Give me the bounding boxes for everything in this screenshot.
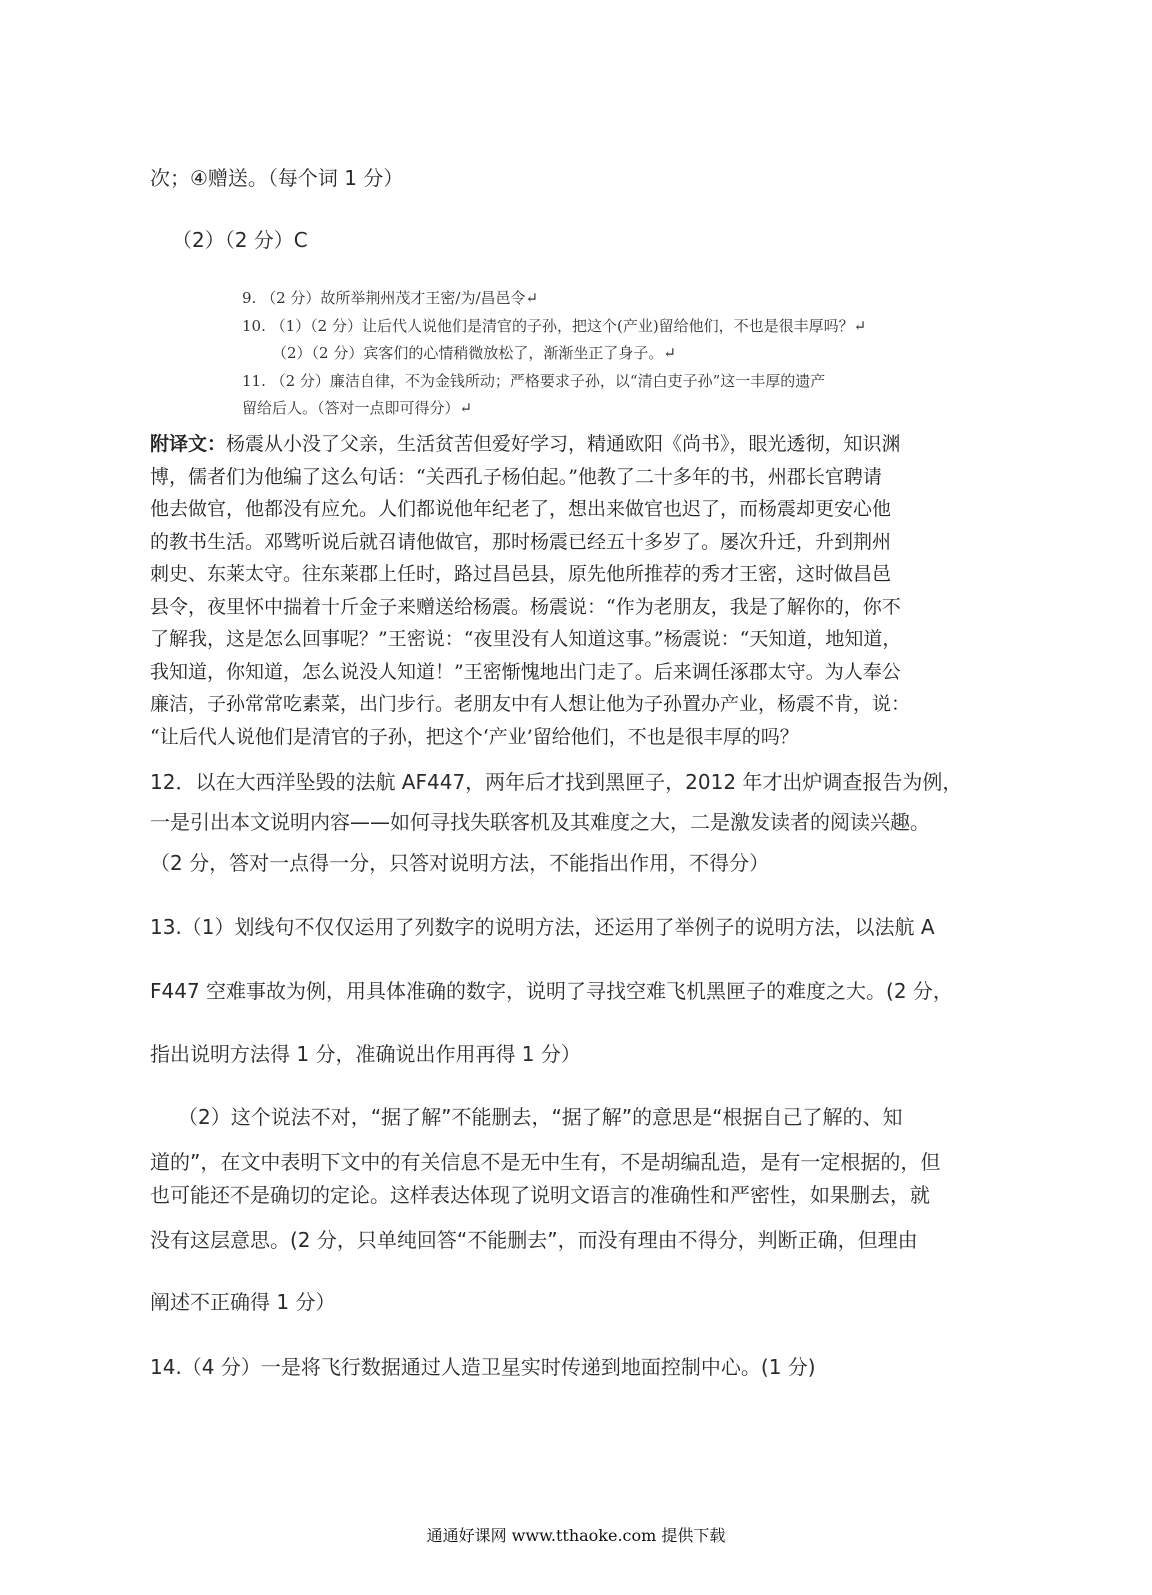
answer-line-small: 9. （2 分）故所举荆州茂才王密/为/昌邑令↵ bbox=[242, 289, 539, 307]
q13-line: 也可能还不是确切的定论。这样表达体现了说明文语言的准确性和严密性，如果删去，就 bbox=[150, 1183, 930, 1207]
q13-line: 道的”，在文中表明下文中的有关信息不是无中生有，不是胡编乱造，是有一定根据的，但 bbox=[150, 1150, 941, 1174]
q13-line: F447 空难事故为例，用具体准确的数字，说明了寻找空难飞机黑匣子的难度之大。(2 分， bbox=[150, 979, 953, 1003]
translation-line: 了解我，这是怎么回事呢？”王密说：“夜里没有人知道这事。”杨震说：“天知道，地知道， bbox=[150, 628, 902, 650]
answer-line-small: 10. （1）（2 分）让后代人说他们是清官的子孙，把这个(产业)留给他们，不也是很丰厚吗？↵ bbox=[242, 317, 867, 335]
translation-label: 附译文： bbox=[150, 433, 227, 455]
translation-line: 我知道，你知道，怎么说没人知道！”王密惭愧地出门走了。后来调任涿郡太守。为人奉公 bbox=[150, 661, 901, 683]
q12-line: 一是引出本文说明内容——如何寻找失联客机及其难度之大，二是激发读者的阅读兴趣。 bbox=[150, 810, 930, 834]
footer-source: 通通好课网 www.tthaoke.com 提供下载 bbox=[426, 1526, 726, 1545]
translation-text: 杨震从小没了父亲，生活贫苦但爱好学习，精通欧阳《尚书》，眼光透彻，知识渊 bbox=[226, 433, 901, 455]
q13-line: 没有这层意思。(2 分，只单纯回答“不能删去”，而没有理由不得分，判断正确，但理由 bbox=[150, 1228, 918, 1252]
q14-line: 14.（4 分）一是将飞行数据通过人造卫星实时传递到地面控制中心。(1 分) bbox=[150, 1355, 816, 1379]
q13-line: 指出说明方法得 1 分，准确说出作用再得 1 分） bbox=[150, 1042, 581, 1066]
answer-line: 次；④赠送。（每个词 1 分） bbox=[150, 166, 404, 190]
translation-line: 的教书生活。邓骘听说后就召请他做官，那时杨震已经五十多岁了。屡次升迁，升到荆州 bbox=[150, 531, 892, 553]
translation-line: “让后代人说他们是清官的子孙，把这个‘产业’留给他们，不也是很丰厚的吗？ bbox=[150, 726, 799, 748]
answer-line-small: （2）（2 分）宾客们的心情稍微放松了，渐渐坐正了身子。↵ bbox=[272, 344, 676, 362]
q13-line: （2）这个说法不对，“据了解”不能删去，“据了解”的意思是“根据自己了解的、知 bbox=[178, 1105, 903, 1129]
translation-first-line bbox=[150, 432, 901, 456]
translation-line: 博，儒者们为他编了这么句话：“关西孔子杨伯起。”他教了二十多年的书，州郡长官聘请 bbox=[150, 466, 882, 488]
translation-line: 他去做官，他都没有应允。人们都说他年纪老了，想出来做官也迟了，而杨震却更安心他 bbox=[150, 498, 892, 520]
q12-line: 12．以在大西洋坠毁的法航 AF447，两年后才找到黑匣子，2012 年才出炉调查报告为例， bbox=[150, 770, 963, 794]
q13-line: 阐述不正确得 1 分） bbox=[150, 1290, 336, 1314]
q12-line: （2 分，答对一点得一分，只答对说明方法，不能指出作用，不得分） bbox=[150, 851, 770, 875]
answer-line: （2）（2 分）C bbox=[172, 228, 308, 252]
translation-line: 廉洁，子孙常常吃素菜，出门步行。老朋友中有人想让他为子孙置办产业，杨震不肯，说： bbox=[150, 693, 911, 715]
answer-line-small: 留给后人。（答对一点即可得分）↵ bbox=[242, 399, 473, 417]
answer-line-small: 11. （2 分）廉洁自律，不为金钱所动；严格要求子孙，以“清白吏子孙”这一丰厚的遗产 bbox=[242, 372, 826, 390]
q13-line: 13.（1）划线句不仅仅运用了列数字的说明方法，还运用了举例子的说明方法，以法航 A bbox=[150, 915, 935, 939]
translation-line: 县令，夜里怀中揣着十斤金子来赠送给杨震。杨震说：“作为老朋友，我是了解你的，你不 bbox=[150, 596, 901, 618]
translation-line: 刺史、东莱太守。往东莱郡上任时，路过昌邑县，原先他所推荐的秀才王密，这时做昌邑 bbox=[150, 563, 892, 585]
